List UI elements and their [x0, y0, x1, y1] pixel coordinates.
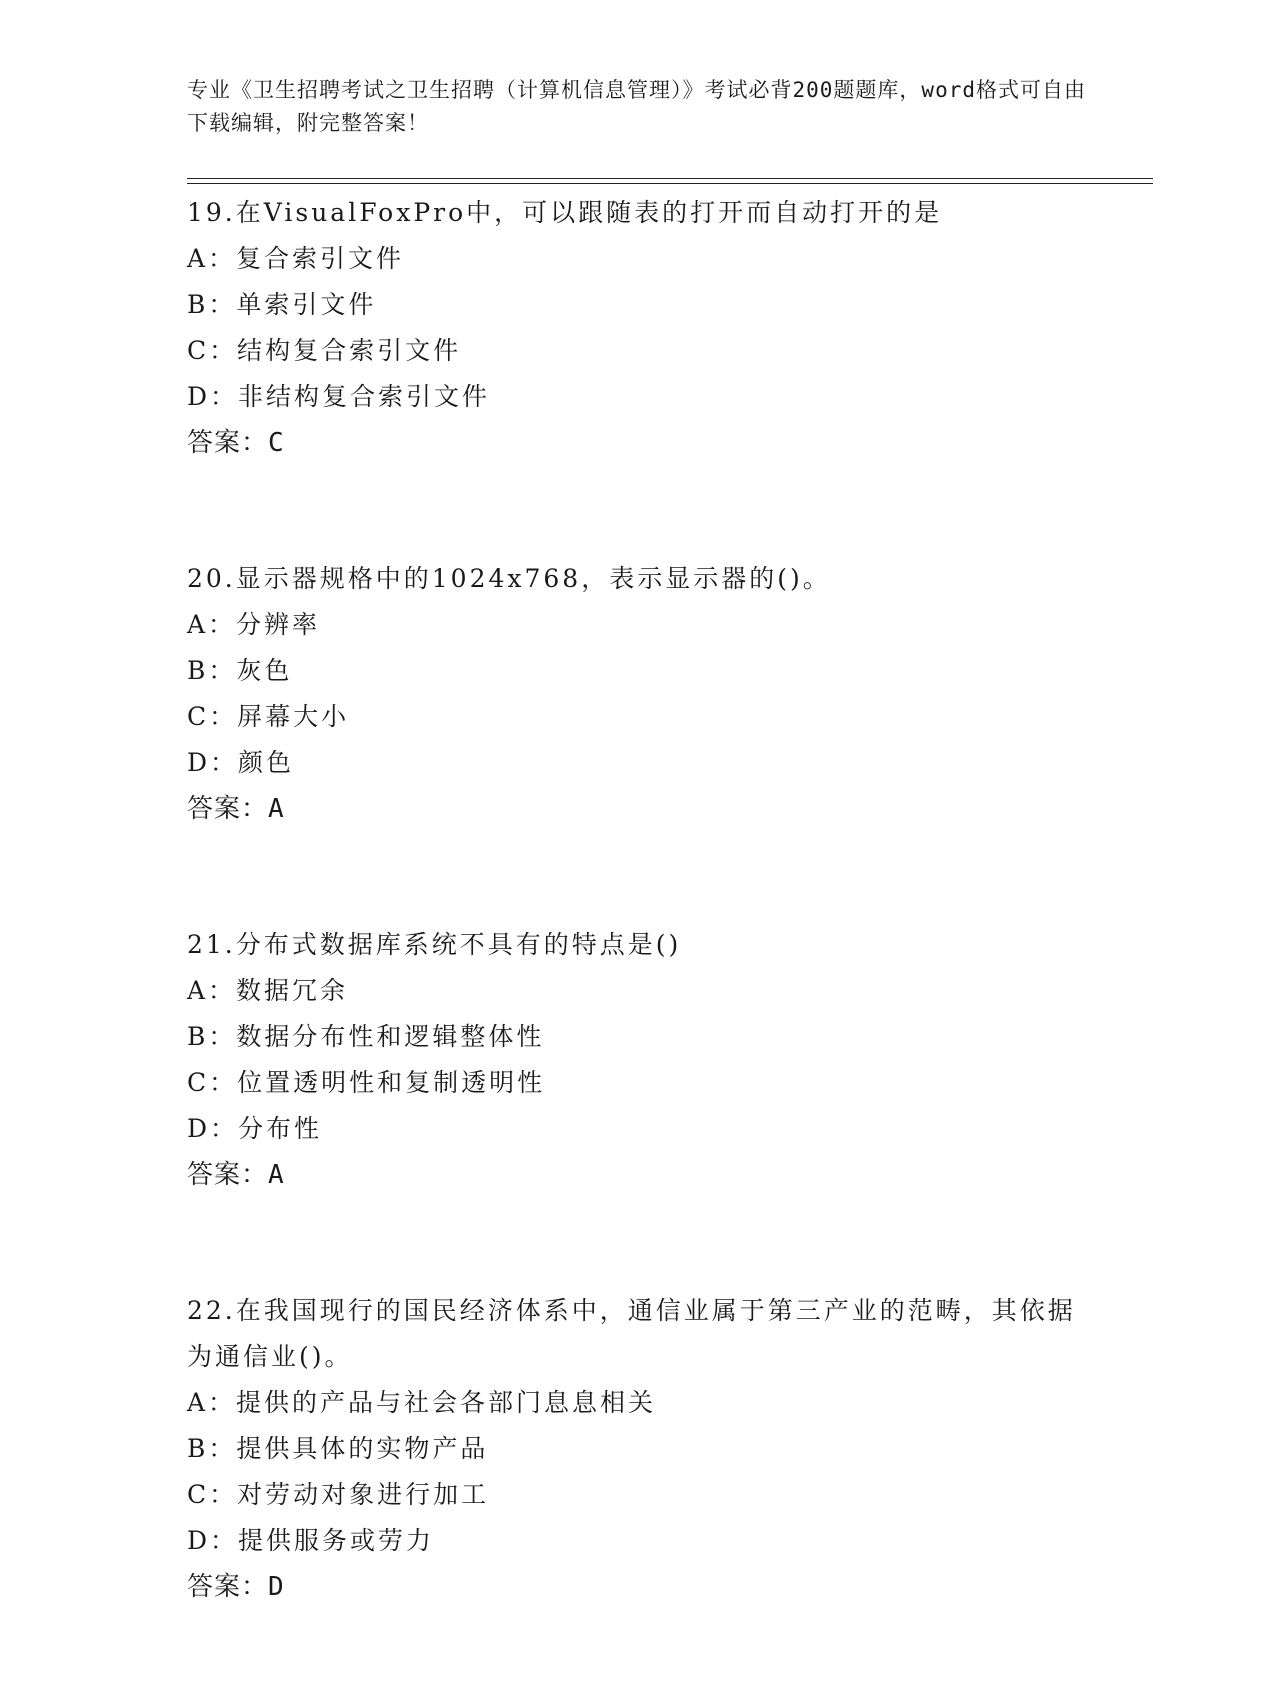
- option-a: A：复合索引文件: [187, 244, 405, 273]
- option-c: C：屏幕大小: [187, 702, 350, 731]
- option-d: D：提供服务或劳力: [187, 1526, 435, 1555]
- option-b: B：提供具体的实物产品: [187, 1434, 489, 1463]
- question-stem: 22.在我国现行的国民经济体系中，通信业属于第三产业的范畴，其依据为通信业()。: [187, 1296, 1076, 1371]
- header-divider-top: [187, 178, 1153, 179]
- question-stem: 21.分布式数据库系统不具有的特点是(): [187, 930, 682, 959]
- header-divider-bottom: [187, 183, 1153, 184]
- option-b: B：数据分布性和逻辑整体性: [187, 1022, 545, 1051]
- answer-line: [187, 1152, 1087, 1198]
- answer-label: 答案：: [187, 428, 269, 458]
- answer-line: [187, 1564, 1087, 1610]
- option-b: B：单索引文件: [187, 290, 377, 319]
- option-c: C：位置透明性和复制透明性: [187, 1068, 546, 1097]
- answer-label: 答案：: [187, 1572, 269, 1602]
- answer-value: C: [268, 428, 285, 458]
- document-header: 专业《卫生招聘考试之卫生招聘（计算机信息管理）》考试必背200题题库，word格式可自由下载编辑，附完整答案！: [187, 78, 1086, 135]
- answer-value: A: [268, 794, 285, 824]
- option-a: A：数据冗余: [187, 976, 349, 1005]
- option-a: A：分辨率: [187, 610, 321, 639]
- answer-label: 答案：: [187, 1160, 269, 1190]
- option-d: D：颜色: [187, 748, 295, 777]
- answer-value: D: [268, 1572, 285, 1602]
- option-c: C：结构复合索引文件: [187, 336, 462, 365]
- answer-label: 答案：: [187, 794, 269, 824]
- option-d: D：非结构复合索引文件: [187, 382, 491, 411]
- question-21: [187, 922, 1087, 1198]
- answer-value: A: [268, 1160, 285, 1190]
- question-stem: 19.在VisualFoxPro中，可以跟随表的打开而自动打开的是: [187, 198, 943, 227]
- option-d: D：分布性: [187, 1114, 323, 1143]
- question-list: [187, 190, 1087, 1700]
- answer-line: [187, 420, 1087, 466]
- option-b: B：灰色: [187, 656, 293, 685]
- question-20: [187, 556, 1087, 832]
- answer-line: [187, 786, 1087, 832]
- question-22: [187, 1288, 1087, 1610]
- option-a: A：提供的产品与社会各部门息息相关: [187, 1388, 657, 1417]
- question-19: [187, 190, 1087, 466]
- question-stem: 20.显示器规格中的1024x768，表示显示器的()。: [187, 564, 831, 593]
- option-c: C：对劳动对象进行加工: [187, 1480, 490, 1509]
